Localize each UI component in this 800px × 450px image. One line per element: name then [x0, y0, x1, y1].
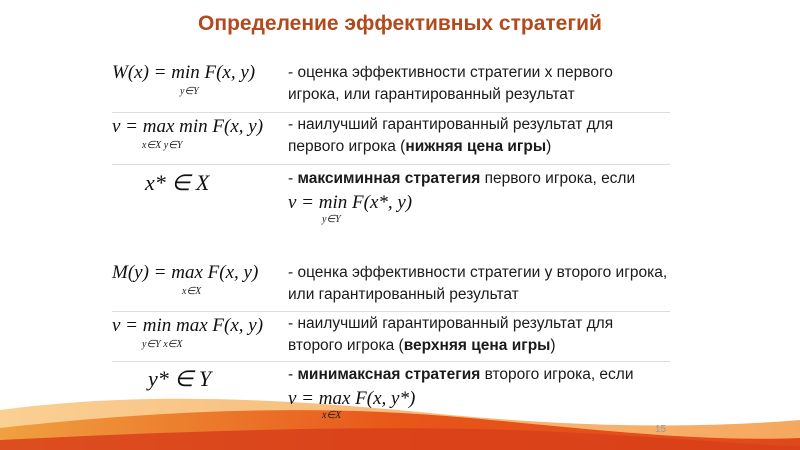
formula-m-y: M(y) = max F(x, y): [112, 262, 259, 283]
separator: [112, 311, 670, 312]
formula-lower-value: v = max min F(x, y): [112, 116, 264, 137]
separator: [112, 164, 670, 165]
separator: [112, 112, 670, 113]
separator: [112, 361, 670, 362]
desc-maximin-strategy: - максиминная стратегия первого игрока, если: [288, 170, 636, 187]
formula-minimax-strategy: y* ∈ Y: [148, 366, 212, 391]
desc-w-x: - оценка эффективности стратегии x первого игрока, или гарантированный результат: [288, 64, 613, 103]
formula-upper-value: v = min max F(x, y): [112, 315, 264, 336]
formula-m-y-subscript: x∈X: [182, 286, 202, 297]
desc-m-y: - оценка эффективности стратегии y второго игрока, или гарантированный результат: [288, 264, 668, 303]
formula-maximin-strategy: x* ∈ X: [145, 170, 210, 195]
formula-w-x: W(x) = min F(x, y): [112, 62, 256, 83]
formula-minimax-condition-subscript: x∈X: [322, 410, 342, 421]
formula-lower-value-subscript: x∈X y∈Y: [142, 140, 183, 151]
formula-w-x-subscript: y∈Y: [180, 86, 199, 97]
page-number: 15: [655, 424, 667, 435]
formula-maximin-condition: v = min F(x*, y): [288, 192, 413, 213]
desc-upper-value: - наилучший гарантированный результат для второго игрока (верхняя цена игры): [288, 315, 614, 354]
desc-lower-value: - наилучший гарантированный результат для первого игрока (нижняя цена игры): [288, 116, 614, 155]
formula-maximin-condition-subscript: y∈Y: [322, 214, 341, 225]
formula-minimax-condition: v = max F(x, y*): [288, 388, 416, 409]
slide-title: Определение эффективных стратегий: [198, 12, 602, 35]
desc-minimax-strategy: - минимаксная стратегия второго игрока, если: [288, 366, 634, 383]
formula-upper-value-subscript: y∈Y x∈X: [142, 339, 183, 350]
